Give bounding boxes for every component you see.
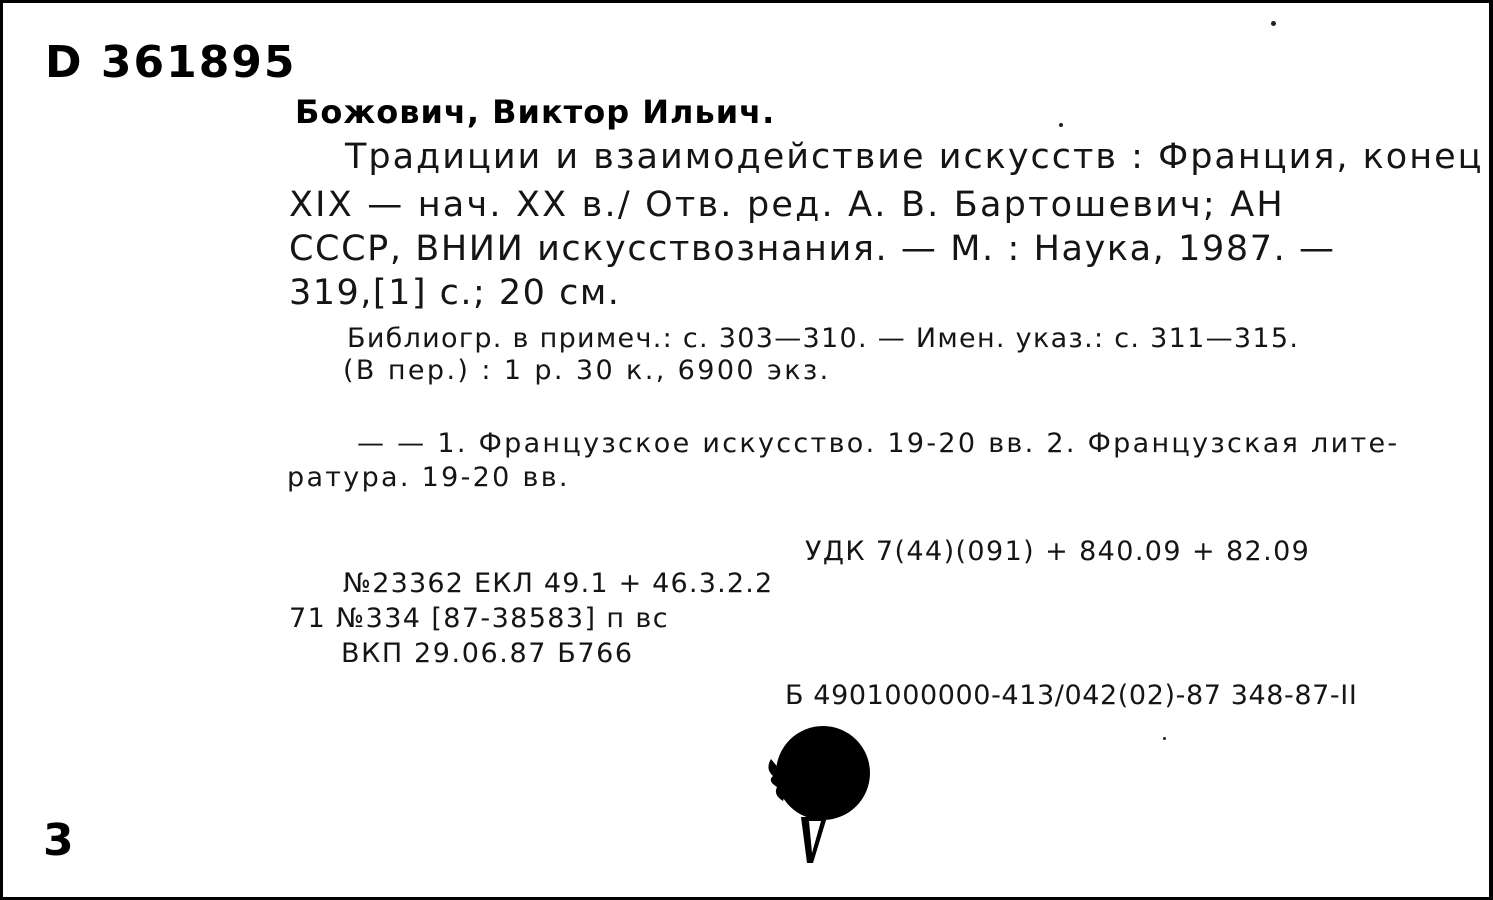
catalog-line-2: 71 №334 [87-38583] п вс xyxy=(289,603,669,634)
author-heading: Божович, Виктор Ильич. xyxy=(295,93,776,131)
speck-mark xyxy=(1163,737,1166,740)
notes-line-1: Библиогр. в примеч.: с. 303—310. — Имен. указ.: с. 311—315. xyxy=(347,323,1300,354)
speck-mark xyxy=(1271,21,1276,26)
description-line-1: Традиции и взаимодействие искусств : Франция, конец xyxy=(345,137,1484,177)
description-line-4: 319,[1] с.; 20 см. xyxy=(289,273,621,313)
punch-hole-icon xyxy=(763,721,879,871)
accession-number: D 361895 xyxy=(45,37,297,88)
footer-number: 3 xyxy=(43,815,74,866)
notes-line-2: (В пер.) : 1 р. 30 к., 6900 экз. xyxy=(343,355,831,386)
catalog-line-1: №23362 ЕКЛ 49.1 + 46.3.2.2 xyxy=(343,568,774,599)
speck-mark xyxy=(1059,123,1063,127)
description-line-3: СССР, ВНИИ искусствознания. — М. : Наука, 1987. — xyxy=(289,229,1336,269)
udk-classification: УДК 7(44)(091) + 840.09 + 82.09 xyxy=(805,536,1311,567)
description-line-2: XIX — нач. XX в./ Отв. ред. А. В. Бартошевич; АН xyxy=(289,185,1285,225)
subject-line-2: ратура. 19-20 вв. xyxy=(287,462,570,493)
isbn-line: Б 4901000000-413/042(02)-87 348-87-II xyxy=(785,680,1358,711)
subject-line-1: — — 1. Французское искусство. 19-20 вв. 2. Французская лите- xyxy=(357,428,1400,459)
catalog-line-3: ВКП 29.06.87 Б766 xyxy=(341,638,634,669)
